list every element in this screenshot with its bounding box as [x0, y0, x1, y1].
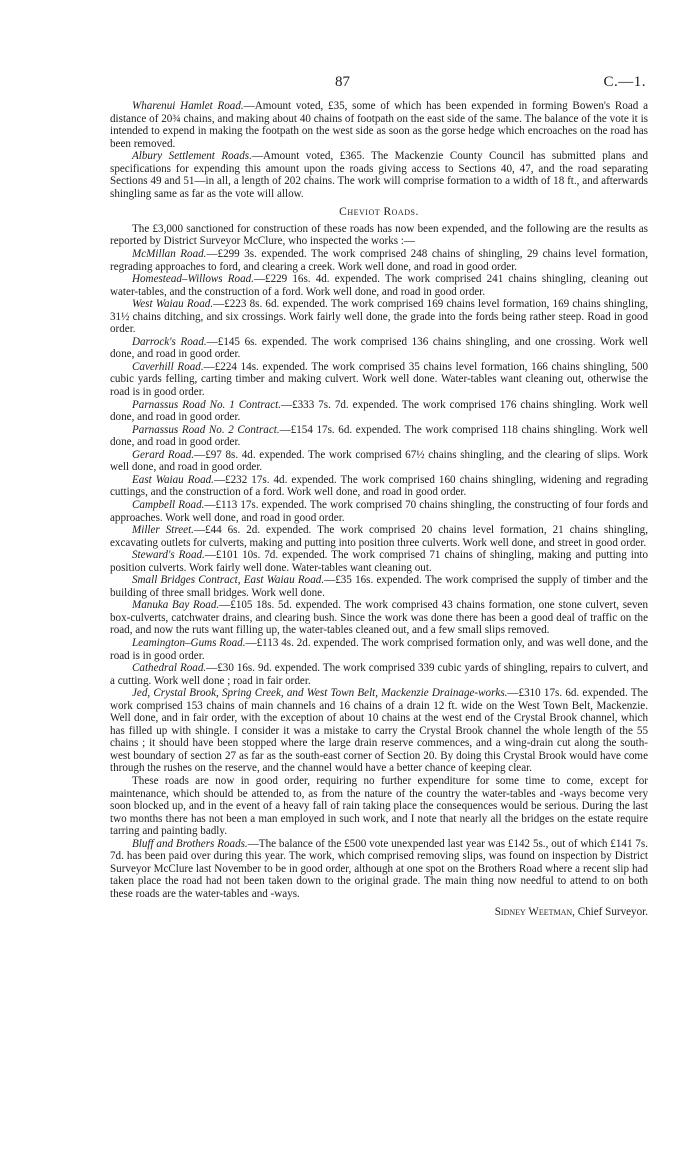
road-text: —£310 17s. 6d. expended. The work comprised 153 chains of main channels and 16 chains of a drain 12 ft. wide on the West Town Belt, Mackenzie. Well done, and in fair order, with the exception of about 10 chains at the west end of the Crystal Brook channel, which has filled up with shingle. I consider it was a mistake to carry the Crystal Brook channel the whole length of the 55 chains ; it should have been stopped where the large drain reserve commences, and a wing-drain cut along the south-west boundary of section 27 as far as the south-east corner of Section 20. By doing this Crystal Brook would have come through the rushes on the reserve, and the channel would have a better chance of keeping clear. [110, 687, 648, 775]
road-entry [110, 298, 648, 336]
road-title: Cathedral Road. [132, 662, 207, 675]
road-text: —£229 16s. 4d. expended. The work comprised 241 chains shingling, cleaning out water-tables, and the construction of a ford. Work well done, and road in good order. [110, 273, 649, 298]
paragraph-text: —The balance of the £500 vote unexpended last year was £142 5s., out of which £141 7s. 7d. has been paid over during this year. The work, which comprised removing slips, was found on inspection by District Surveyor McClure last November to be in good order, although at one spot on the Brothers Road where a recent slip had taken place the road had not been taken down to the original grade. The main thing now needful to attend to on both these roads are the water-tables and -ways. [110, 837, 648, 900]
road-entry [110, 361, 648, 399]
signature [110, 906, 648, 919]
road-title: Campbell Road. [132, 498, 205, 511]
road-entry [110, 499, 648, 524]
road-text: —£224 14s. expended. The work comprised 35 chains level formation, 166 chains shingling, 500 cubic yards felling, carting timber and making culvert. Work well done. Water-tables want cleaning out, otherwise the road is in good order. [110, 360, 648, 399]
road-text: —£145 6s. expended. The work comprised 136 chains shingling, and one crossing. Work well done, and road in good order. [110, 335, 648, 361]
intro-paragraph: The £3,000 sanctioned for construction of these roads has now been expended, and the following are the results as reported by District Surveyor McClure, who inspected the works :— [110, 222, 648, 248]
page-body [110, 100, 648, 919]
road-entry [110, 424, 648, 449]
road-entry [110, 599, 648, 637]
road-entry [110, 687, 648, 775]
road-title: Darrock's Road. [132, 335, 207, 348]
paragraph-text: —Amount voted, £365. The Mackenzie County Council has submitted plans and specifications for expending this amount upon the roads giving access to Sections 40, 47, and the road separating Sections 49 and 51—in all, a length of 202 chains. The work will comprise formation to a width of 18 ft., and afterwards shingling same as far as the vote will allow. [110, 150, 648, 200]
road-entry [110, 449, 648, 474]
section-heading: Cheviot Roads. [339, 206, 419, 219]
document-reference: C.—1. [603, 74, 646, 90]
road-title: Leamington–Gums Road. [132, 636, 246, 649]
road-title: Gerard Road. [132, 448, 195, 461]
road-entry [110, 474, 648, 499]
road-title: West Waiau Road. [132, 298, 214, 311]
road-title: Jed, Crystal Brook, Spring Creek, and West Town Belt, Mackenzie Drainage-works. [132, 687, 508, 700]
road-text: —£299 3s. expended. The work comprised 248 chains of shingling, 29 chains level formation, regrading approaches to ford, and clearing a creek. Work well done, and road in good order. [110, 248, 648, 273]
road-text: —£44 6s. 2d. expended. The work comprised 20 chains level formation, 21 chains shingling, excavating outlets for culverts, making and putting into position three culverts. Work well done, and street in good order. [110, 524, 648, 549]
signature-title: Chief Surveyor. [577, 906, 648, 919]
road-entry [110, 336, 648, 361]
paragraph-bluff [110, 838, 648, 901]
road-entry [110, 574, 648, 599]
road-title: Steward's Road. [132, 549, 205, 562]
road-title: Parnassus Road No. 1 Contract. [132, 398, 281, 411]
page-header [0, 76, 700, 92]
road-title: Small Bridges Contract, East Waiau Road. [132, 574, 325, 587]
road-text: —£101 10s. 7d. expended. The work comprised 71 chains of shingling, making and putting into position culverts. Work fairly well done. Water-tables want cleaning out. [110, 549, 649, 574]
road-text: —£154 17s. 6d. expended. The work comprised 118 chains shingling. Work well done, and road in good order. [110, 423, 648, 449]
road-title: Miller Street. [132, 524, 194, 537]
closing-paragraph: These roads are now in good order, requiring no further expenditure for some time to come, except for maintenance, which should be attended to, as from the nature of the country the water-tables and -ways become very soon blocked up, and in the event of a heavy fall of rain taking place the consequences would be serious. During the last two months there has not been a man employed in such work, and I note that nearly all the bridges on the estate require tarring and painting badly. [110, 774, 648, 838]
road-entry [110, 662, 648, 687]
paragraph-text: —Amount voted, £35, some of which has been expended in forming Bowen's Road a distance of 20¾ chains, and making about 40 chains of footpath on the east side of the same. The balance of the vote it is intended to expend in making the footpath on the west side as soon as the gorse hedge which encroaches on the road has been removed. [110, 100, 648, 150]
road-title: East Waiau Road. [132, 473, 214, 486]
road-title: Homestead–Willows Road. [132, 273, 254, 286]
road-entry [110, 524, 648, 549]
signature-name: Sidney Weetman, [494, 906, 575, 919]
road-entry [110, 248, 648, 273]
road-entry [110, 549, 648, 574]
road-text: —£35 16s. expended. The work comprised the supply of timber and the building of three small bridges. Work well done. [110, 574, 648, 599]
road-title: Caverhill Road. [132, 360, 204, 373]
road-text: —£97 8s. 4d. expended. The work comprised 67½ chains shingling, and the clearing of slips. Work well done, and road in good order. [110, 448, 648, 474]
paragraph-title: Bluff and Brothers Roads. [132, 837, 248, 850]
paragraph-title: Albury Settlement Roads. [132, 150, 252, 163]
road-entry [110, 399, 648, 424]
road-entry [110, 273, 648, 298]
road-text: —£105 18s. 5d. expended. The work comprised 43 chains formation, one stone culvert, seven box-culverts, catchwater drains, and clearing bush. Since the work was done there has been a good deal of traffic on the road, and now the ruts want filling up, the water-tables cleaned out, and a few small slips removed. [110, 599, 648, 637]
road-text: —£30 16s. 9d. expended. The work comprised 339 cubic yards of shingling, repairs to culvert, and a cutting. Work well done ; road in fair order. [110, 662, 648, 687]
paragraph-title: Wharenui Hamlet Road. [132, 100, 244, 112]
road-title: Parnassus Road No. 2 Contract. [132, 423, 280, 436]
road-text: —£113 4s. 2d. expended. The work comprised formation only, and was well done, and the road is in good order. [110, 636, 649, 662]
paragraph-albury [110, 150, 648, 200]
road-title: McMillan Road. [132, 248, 207, 261]
road-title: Manuka Bay Road. [132, 599, 220, 612]
paragraph-wharenui [110, 100, 648, 150]
road-text: —£232 17s. 4d. expended. The work comprised 160 chains shingling, widening and regrading cuttings, and the construction of a ford. Work well done, and road in good order. [110, 473, 648, 499]
road-text: —£113 17s. expended. The work comprised 70 chains shingling, the constructing of four fords and approaches. Work well done, and road in good order. [110, 498, 648, 524]
road-text: —£333 7s. 7d. expended. The work comprised 176 chains shingling. Work well done, and road in good order. [110, 398, 648, 424]
road-entry [110, 637, 648, 662]
road-text: —£223 8s. 6d. expended. The work comprised 169 chains level formation, 169 chains shingling, 31½ chains ditching, and six crossings. Work fairly well done, the grade into the fords being rather steep. Road in good order. [110, 298, 648, 336]
page-number: 87 [335, 74, 350, 90]
